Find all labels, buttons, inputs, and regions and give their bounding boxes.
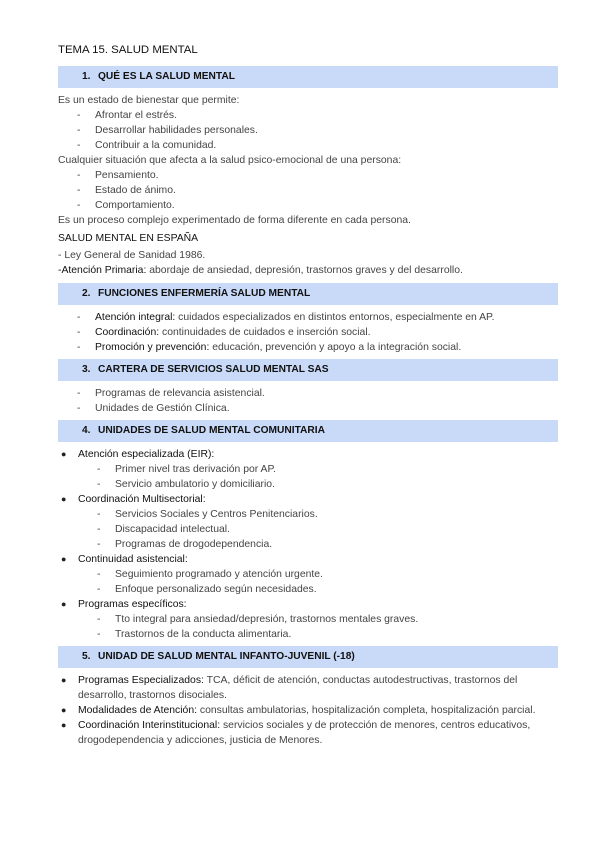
list-item [58,673,558,703]
definition: abordaje de ansiedad, depresión, trastornos graves y del desarrollo. [146,265,463,276]
definition: educación, prevención y apoyo a la integración social. [209,342,462,353]
paragraph: - Ley General de Sanidad 1986. [58,250,206,261]
document-title: TEMA 15. SALUD MENTAL [58,44,198,56]
list-item [58,447,558,492]
section-title: UNIDADES DE SALUD MENTAL COMUNITARIA [98,425,325,436]
list-item: - Unidades de Gestión Clínica. [58,401,558,416]
list-item: - Pensamiento. [58,168,558,183]
paragraph: Es un proceso complejo experimentado de forma diferente en cada persona. [58,215,411,226]
section-2-heading [58,283,558,305]
dash-list [58,108,558,153]
group-label: Coordinación Multisectorial: [78,494,206,505]
group-label: Atención especializada (EIR): [78,449,215,460]
bullet-list [58,447,558,642]
list-item [58,552,558,597]
section-title: CARTERA DE SERVICIOS SALUD MENTAL SAS [98,364,329,375]
section-title: QUÉ ES LA SALUD MENTAL [98,71,235,82]
section-4-heading [58,420,558,442]
list-item [58,718,558,748]
bullet-icon: ● [61,599,67,609]
list-item: - Servicio ambulatorio y domiciliario. [78,477,558,492]
subheading: SALUD MENTAL EN ESPAÑA [58,233,199,244]
dash-list [78,462,558,492]
list-item: - Trastornos de la conducta alimentaria. [78,627,558,642]
section-number: 3. [82,364,91,375]
list-item: - Primer nivel tras derivación por AP. [78,462,558,477]
list-item [58,340,558,355]
definition: servicios sociales y de protección de menores, centros educativos, drogodependencia y adicciones, justicia de Menores. [78,720,531,746]
list-item: - Contribuir a la comunidad. [58,138,558,153]
list-item: - Comportamiento. [58,198,558,213]
term: -Atención Primaria: [58,265,147,276]
term: Modalidades de Atención: [78,705,197,716]
dash-list [78,612,558,642]
list-item: - Discapacidad intelectual. [78,522,558,537]
list-item [58,703,558,718]
bullet-icon: ● [61,494,67,504]
definition: continuidades de cuidados e inserción social. [159,327,371,338]
term: Programas Especializados: [78,675,204,686]
list-item: - Programas de drogodependencia. [78,537,558,552]
term: Coordinación: [95,327,160,338]
bullet-icon: ● [61,554,67,564]
list-item: - Servicios Sociales y Centros Penitenciarios. [78,507,558,522]
list-item: - Programas de relevancia asistencial. [58,386,558,401]
bullet-icon: ● [61,705,67,715]
term: Atención integral: [95,312,176,323]
bullet-icon: ● [61,720,67,730]
section-number: 4. [82,425,91,436]
dash-list [58,168,558,213]
list-item: - Tto integral para ansiedad/depresión, trastornos mentales graves. [78,612,558,627]
definition: consultas ambulatorias, hospitalización completa, hospitalización parcial. [197,705,536,716]
dash-list [78,567,558,597]
paragraph [58,263,558,278]
document-page [58,43,558,748]
list-item [58,597,558,642]
bullet-icon: ● [61,675,67,685]
list-item [58,492,558,552]
list-item: - Afrontar el estrés. [58,108,558,123]
group-label: Programas específicos: [78,599,187,610]
section-1-heading [58,66,558,88]
dash-list [58,386,558,416]
dash-list [78,507,558,552]
bullet-icon: ● [61,449,67,459]
list-item: - Desarrollar habilidades personales. [58,123,558,138]
definition: TCA, déficit de atención, conductas autodestructivas, trastornos del desarrollo, trastornos disociales. [78,675,518,701]
term: Promoción y prevención: [95,342,210,353]
section-5-heading [58,646,558,668]
list-item: - Enfoque personalizado según necesidades. [78,582,558,597]
list-item: - Estado de ánimo. [58,183,558,198]
list-item: - Seguimiento programado y atención urgente. [78,567,558,582]
section-number: 1. [82,71,91,82]
group-label: Continuidad asistencial: [78,554,188,565]
list-item [58,310,558,325]
section-title: FUNCIONES ENFERMERÍA SALUD MENTAL [98,288,311,299]
list-item [58,325,558,340]
definition: cuidados especializados en distintos entornos, especialmente en AP. [175,312,495,323]
paragraph: Cualquier situación que afecta a la salud psico-emocional de una persona: [58,155,402,166]
section-3-heading [58,359,558,381]
dash-list [58,310,558,355]
section-title: UNIDAD DE SALUD MENTAL INFANTO-JUVENIL (-18) [98,651,355,662]
section-number: 2. [82,288,91,299]
bullet-list [58,673,558,748]
paragraph: Es un estado de bienestar que permite: [58,95,240,106]
section-number: 5. [82,651,91,662]
term: Coordinación Interinstitucional: [78,720,221,731]
